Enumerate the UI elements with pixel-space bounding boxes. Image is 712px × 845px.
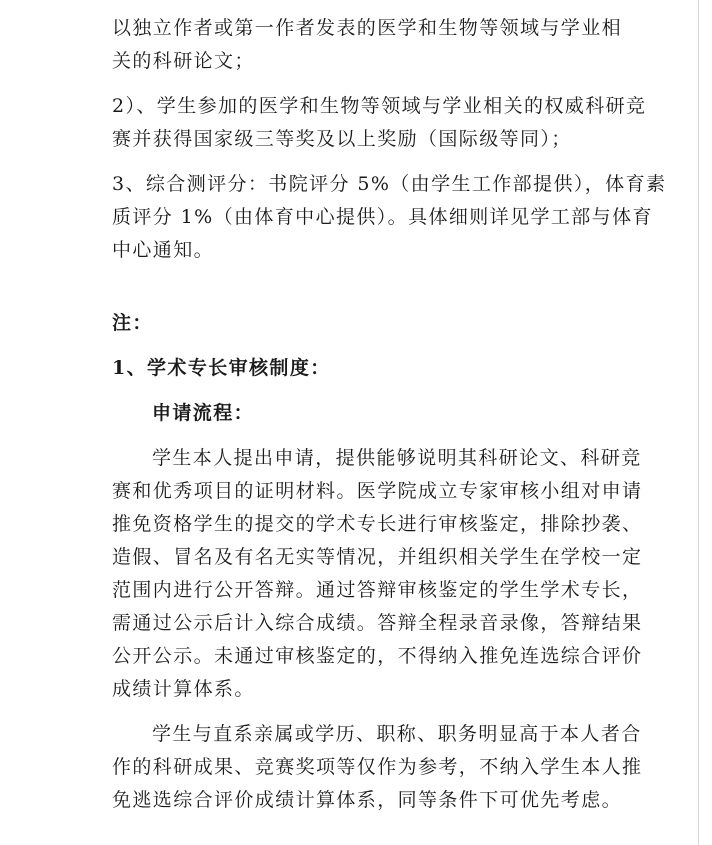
text-line: 赛和优秀项目的证明材料。医学院成立专家审核小组对申请 bbox=[112, 480, 643, 502]
paragraph-item-3 bbox=[112, 168, 667, 267]
document-body bbox=[112, 12, 667, 817]
text-line: 范围内进行公开答辩。通过答辩审核鉴定的学生学术专长， bbox=[112, 579, 643, 601]
text-line: 作的科研成果、竞赛奖项等仅作为参考，不纳入学生本人推 bbox=[112, 756, 643, 778]
text-line: 需通过公示后计入综合成绩。答辩全程录音录像，答辩结果 bbox=[112, 612, 643, 634]
text-line: 推免资格学生的提交的学术专长进行审核鉴定，排除抄袭、 bbox=[112, 513, 643, 535]
note-heading: 注： bbox=[112, 312, 153, 334]
text-line: 2）、学生参加的医学和生物等领域与学业相关的权威科研竞 bbox=[112, 95, 647, 117]
text-line: 3、综合测评分：书院评分 5%（由学生工作部提供），体育素 bbox=[112, 173, 667, 195]
text-line: 赛并获得国家级三等奖及以上奖励（国际级等同）； bbox=[112, 128, 572, 150]
text-line: 质评分 1%（由体育中心提供）。具体细则详见学工部与体育 bbox=[112, 206, 653, 228]
paragraph-item-2 bbox=[112, 90, 647, 156]
procedure-heading: 申请流程： bbox=[152, 402, 255, 424]
paragraph-relatives bbox=[112, 718, 643, 817]
paragraph-procedure bbox=[112, 442, 643, 706]
paragraph-paper-continuation bbox=[112, 12, 632, 78]
text-line: 学生本人提出申请，提供能够说明其科研论文、科研竞 bbox=[152, 447, 642, 469]
section-title-academic-review: 1、学术专长审核制度： bbox=[112, 357, 331, 379]
text-line: 公开公示。未通过审核鉴定的，不得纳入推免连选综合评价 bbox=[112, 645, 643, 667]
text-line: 免逃选综合评价成绩计算体系，同等条件下可优先考虑。 bbox=[112, 789, 623, 811]
text-line: 以独立作者或第一作者发表的医学和生物等领域与学业相 bbox=[112, 17, 623, 39]
text-line: 造假、冒名及有名无实等情况，并组织相关学生在学校一定 bbox=[112, 546, 643, 568]
text-line: 学生与直系亲属或学历、职称、职务明显高于本人者合 bbox=[152, 723, 642, 745]
text-line: 中心通知。 bbox=[112, 239, 215, 261]
text-line: 成绩计算体系。 bbox=[112, 678, 255, 700]
text-line: 关的科研论文； bbox=[112, 50, 255, 72]
page-edge-divider bbox=[698, 0, 699, 845]
